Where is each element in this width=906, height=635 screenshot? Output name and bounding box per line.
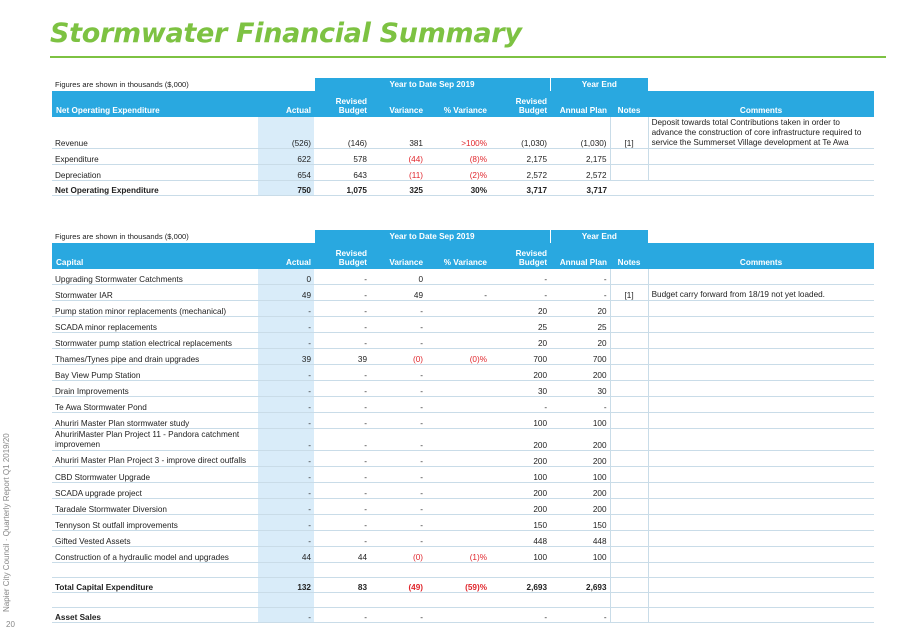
row-name: Taradale Stormwater Diversion [52,499,258,515]
row-revised: - [314,397,370,413]
table-row [52,117,874,149]
spacer-row [52,563,874,578]
row-ye-revised: 20 [490,333,550,349]
col-notes-header: Notes [610,243,648,269]
row-notes [610,499,648,515]
col-comments-header: Comments [648,91,874,117]
row-revised: - [314,317,370,333]
col-ye-revised-header: Revised Budget [490,91,550,117]
title-underline [50,56,886,58]
row-pct [426,381,490,397]
row-name: CBD Stormwater Upgrade [52,467,258,483]
row-pct [426,499,490,515]
col-variance-header: Variance [370,243,426,269]
row-actual: - [258,499,314,515]
row-ye-revised: 200 [490,451,550,467]
row-comments [648,317,874,333]
row-variance: - [370,317,426,333]
row-plan: 100 [550,547,610,563]
row-pct [426,333,490,349]
operating-table [52,78,874,196]
row-comments [648,365,874,381]
row-plan: 100 [550,467,610,483]
asset-sales-label: Asset Sales [52,608,258,623]
row-pct: >100% [426,117,490,149]
row-variance: - [370,413,426,429]
table-row [52,413,874,429]
table-row [52,301,874,317]
col-name-header: Net Operating Expenditure [52,91,258,117]
page-title: Stormwater Financial Summary [50,18,522,49]
row-actual: - [258,397,314,413]
row-pct [426,467,490,483]
row-plan: 150 [550,515,610,531]
row-actual: - [258,429,314,451]
table-row [52,333,874,349]
row-notes: [1] [610,285,648,301]
row-ye-revised: 200 [490,429,550,451]
row-plan: 448 [550,531,610,547]
row-actual: - [258,451,314,467]
total-label: Net Operating Expenditure [52,181,258,196]
row-actual: - [258,333,314,349]
row-pct [426,429,490,451]
row-notes [610,451,648,467]
row-ye-revised: - [490,269,550,285]
total-variance: (49) [370,578,426,593]
spacer-row [52,593,874,608]
row-plan: 2,572 [550,165,610,181]
capital-rows [52,269,874,563]
table-row [52,381,874,397]
asset-sales-ye-revised: - [490,608,550,623]
table-row [52,285,874,301]
row-actual: 622 [258,149,314,165]
row-variance: 381 [370,117,426,149]
table-row [52,149,874,165]
row-notes [610,381,648,397]
row-variance: - [370,467,426,483]
row-notes: [1] [610,117,648,149]
figures-caption: Figures are shown in thousands ($,000) [55,80,189,89]
row-notes [610,515,648,531]
row-comments [648,413,874,429]
row-ye-revised: 150 [490,515,550,531]
row-revised: - [314,333,370,349]
col-revised-header: Revised Budget [314,243,370,269]
table-row [52,317,874,333]
col-pct-header: % Variance [426,91,490,117]
row-revised: - [314,499,370,515]
row-notes [610,269,648,285]
row-name: Bay View Pump Station [52,365,258,381]
row-pct [426,317,490,333]
row-ye-revised: 100 [490,413,550,429]
row-name: Thames/Tynes pipe and drain upgrades [52,349,258,365]
row-notes [610,547,648,563]
row-pct [426,301,490,317]
total-pct: 30% [426,181,490,196]
row-comments [648,269,874,285]
row-pct: (1)% [426,547,490,563]
page-number: 20 [6,620,15,629]
row-revised: - [314,429,370,451]
row-actual: - [258,515,314,531]
row-variance: - [370,531,426,547]
row-plan: - [550,397,610,413]
row-revised: - [314,483,370,499]
row-variance: - [370,301,426,317]
row-name: Revenue [52,117,258,149]
row-variance: - [370,397,426,413]
row-actual: 0 [258,269,314,285]
row-ye-revised: (1,030) [490,117,550,149]
row-plan: 700 [550,349,610,365]
col-actual-header: Actual [258,243,314,269]
row-pct [426,397,490,413]
row-notes [610,413,648,429]
capital-table [52,230,874,623]
row-revised: 643 [314,165,370,181]
row-comments [648,483,874,499]
row-variance: (11) [370,165,426,181]
col-variance-header: Variance [370,91,426,117]
col-plan-header: Annual Plan [550,243,610,269]
row-comments [648,349,874,365]
row-comments [648,531,874,547]
row-notes [610,149,648,165]
row-variance: - [370,483,426,499]
col-comments-header: Comments [648,243,874,269]
row-actual: - [258,317,314,333]
row-notes [610,365,648,381]
row-revised: 44 [314,547,370,563]
row-actual: - [258,413,314,429]
row-notes [610,467,648,483]
year-end-group-header: Year End [550,230,648,243]
row-variance: 0 [370,269,426,285]
ytd-group-header: Year to Date Sep 2019 [314,78,550,91]
table-row [52,397,874,413]
asset-sales-row [52,608,874,623]
operating-rows [52,117,874,181]
total-pct: (59)% [426,578,490,593]
row-ye-revised: 25 [490,317,550,333]
col-plan-header: Annual Plan [550,91,610,117]
table-row [52,515,874,531]
table-row [52,451,874,467]
row-variance: - [370,333,426,349]
row-comments [648,381,874,397]
row-actual: 49 [258,285,314,301]
asset-sales-actual: - [258,608,314,623]
row-plan: 20 [550,333,610,349]
row-variance: (0) [370,547,426,563]
row-name: Upgrading Stormwater Catchments [52,269,258,285]
total-label: Total Capital Expenditure [52,578,258,593]
row-comments [648,165,874,181]
table-row [52,165,874,181]
table-row [52,531,874,547]
row-variance: - [370,381,426,397]
row-revised: - [314,365,370,381]
row-comments [648,333,874,349]
row-plan: 200 [550,429,610,451]
row-comments [648,149,874,165]
total-ye-revised: 3,717 [490,181,550,196]
row-ye-revised: 100 [490,467,550,483]
row-revised: (146) [314,117,370,149]
capital-table-wrapper [52,230,874,623]
row-pct: (8)% [426,149,490,165]
row-ye-revised: 100 [490,547,550,563]
row-ye-revised: 30 [490,381,550,397]
total-actual: 750 [258,181,314,196]
table-row [52,499,874,515]
row-ye-revised: 200 [490,499,550,515]
row-plan: (1,030) [550,117,610,149]
row-revised: - [314,269,370,285]
row-plan: 200 [550,365,610,381]
row-name: Stormwater IAR [52,285,258,301]
row-plan: 20 [550,301,610,317]
row-actual: - [258,381,314,397]
table-row [52,349,874,365]
row-plan: 25 [550,317,610,333]
row-variance: - [370,515,426,531]
table-row [52,365,874,381]
row-pct [426,531,490,547]
row-notes [610,333,648,349]
row-plan: 200 [550,499,610,515]
row-notes [610,165,648,181]
row-actual: - [258,301,314,317]
row-revised: 578 [314,149,370,165]
row-actual: 654 [258,165,314,181]
row-actual: - [258,467,314,483]
row-comments: Deposit towards total Contributions taken in order to advance the construction of core infrastructure required to service the Summerset Village development at Te Awa [648,117,874,149]
col-notes-header: Notes [610,91,648,117]
column-header-row [52,243,874,269]
ytd-group-header: Year to Date Sep 2019 [314,230,550,243]
row-comments [648,397,874,413]
row-name: Depreciation [52,165,258,181]
row-pct: (0)% [426,349,490,365]
row-revised: - [314,515,370,531]
row-notes [610,349,648,365]
row-comments [648,429,874,451]
row-comments [648,451,874,467]
row-comments [648,499,874,515]
row-pct [426,269,490,285]
row-name: Ahuriri Master Plan stormwater study [52,413,258,429]
row-ye-revised: 2,175 [490,149,550,165]
row-comments [648,467,874,483]
row-actual: 44 [258,547,314,563]
row-plan: 100 [550,413,610,429]
row-variance: (44) [370,149,426,165]
row-variance: (0) [370,349,426,365]
row-plan: 2,175 [550,149,610,165]
row-ye-revised: - [490,397,550,413]
row-actual: (526) [258,117,314,149]
row-revised: 39 [314,349,370,365]
row-revised: - [314,467,370,483]
row-variance: - [370,429,426,451]
row-variance: 49 [370,285,426,301]
row-name: Construction of a hydraulic model and upgrades [52,547,258,563]
row-name: Stormwater pump station electrical replacements [52,333,258,349]
table-row [52,269,874,285]
row-name: Expenditure [52,149,258,165]
row-ye-revised: 448 [490,531,550,547]
row-pct: (2)% [426,165,490,181]
row-variance: - [370,365,426,381]
row-notes [610,317,648,333]
col-pct-header: % Variance [426,243,490,269]
row-notes [610,397,648,413]
table-row [52,483,874,499]
figures-caption: Figures are shown in thousands ($,000) [55,232,189,241]
total-plan: 2,693 [550,578,610,593]
row-name: Tennyson St outfall improvements [52,515,258,531]
row-notes [610,483,648,499]
total-plan: 3,717 [550,181,610,196]
row-pct [426,451,490,467]
row-comments [648,547,874,563]
column-header-row [52,91,874,117]
row-revised: - [314,285,370,301]
total-ye-revised: 2,693 [490,578,550,593]
row-actual: - [258,483,314,499]
col-revised-header: Revised Budget [314,91,370,117]
total-actual: 132 [258,578,314,593]
capital-total-row [52,578,874,593]
table-row [52,547,874,563]
row-pct [426,515,490,531]
col-actual-header: Actual [258,91,314,117]
year-end-group-header: Year End [550,78,648,91]
total-revised: 1,075 [314,181,370,196]
asset-sales-revised: - [314,608,370,623]
row-pct [426,413,490,429]
row-name: SCADA minor replacements [52,317,258,333]
row-revised: - [314,381,370,397]
row-comments [648,301,874,317]
row-notes [610,531,648,547]
row-name: Pump station minor replacements (mechanical) [52,301,258,317]
row-variance: - [370,499,426,515]
row-notes [610,429,648,451]
row-revised: - [314,413,370,429]
col-ye-revised-header: Revised Budget [490,243,550,269]
row-ye-revised: 200 [490,365,550,381]
total-revised: 83 [314,578,370,593]
row-pct [426,483,490,499]
row-name: Ahuriri Master Plan Project 3 - improve direct outfalls [52,451,258,467]
row-revised: - [314,301,370,317]
row-ye-revised: 20 [490,301,550,317]
col-name-header: Capital [52,243,258,269]
row-notes [610,301,648,317]
row-comments: Budget carry forward from 18/19 not yet loaded. [648,285,874,301]
operating-total-row [52,181,874,196]
asset-sales-plan: - [550,608,610,623]
row-name: Gifted Vested Assets [52,531,258,547]
row-plan: 200 [550,451,610,467]
row-comments [648,515,874,531]
table-row [52,467,874,483]
row-name: SCADA upgrade project [52,483,258,499]
row-name: Te Awa Stormwater Pond [52,397,258,413]
row-pct [426,365,490,381]
operating-table-wrapper [52,78,874,196]
row-actual: - [258,365,314,381]
table-row [52,429,874,451]
row-ye-revised: - [490,285,550,301]
row-revised: - [314,531,370,547]
row-plan: - [550,285,610,301]
total-variance: 325 [370,181,426,196]
row-plan: 30 [550,381,610,397]
row-actual: 39 [258,349,314,365]
asset-sales-pct [426,608,490,623]
row-plan: - [550,269,610,285]
row-variance: - [370,451,426,467]
row-name: Drain Improvements [52,381,258,397]
row-pct: - [426,285,490,301]
row-actual: - [258,531,314,547]
asset-sales-variance: - [370,608,426,623]
row-revised: - [314,451,370,467]
row-plan: 200 [550,483,610,499]
row-ye-revised: 700 [490,349,550,365]
row-ye-revised: 2,572 [490,165,550,181]
row-name: AhuririMaster Plan Project 11 - Pandora catchment improvemen [52,429,258,451]
row-ye-revised: 200 [490,483,550,499]
